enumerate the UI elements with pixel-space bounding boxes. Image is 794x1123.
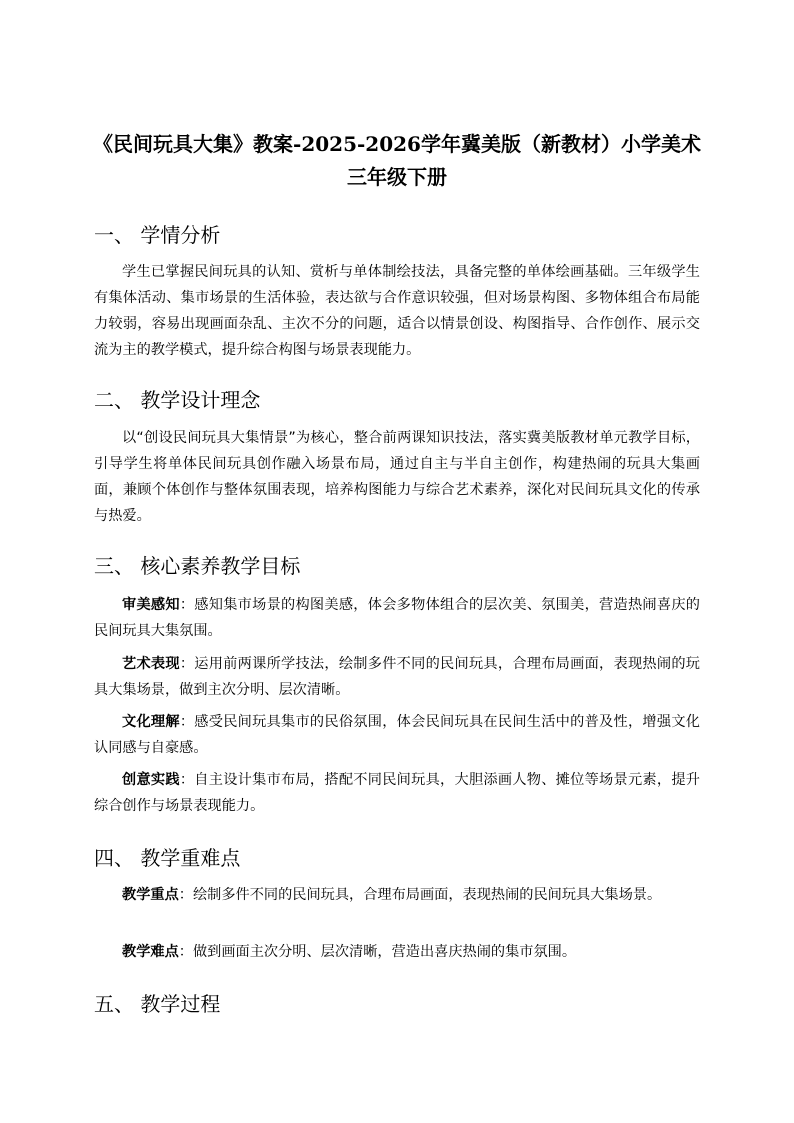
section-heading-design-concept: 二、 教学设计理念	[94, 388, 261, 412]
objective-text: ：感受民间玩具集市的民俗氛围，体会民间玩具在民间生活中的普及性，增强文化认同感与自豪感。	[94, 714, 700, 756]
objective-paragraph	[94, 651, 700, 703]
difficulty-text: ：做到画面主次分明、层次清晰，营造出喜庆热闹的集市氛围。	[178, 944, 577, 960]
key-point-label: 教学重点	[122, 887, 179, 903]
objective-label: 艺术表现	[122, 656, 180, 672]
objective-label: 审美感知	[122, 597, 180, 613]
key-point-paragraph	[94, 882, 700, 908]
difficulty-paragraph	[94, 939, 700, 965]
difficulty-label: 教学难点	[122, 944, 179, 960]
section-heading-key-points: 四、 教学重难点	[94, 846, 241, 870]
objective-text: ：感知集市场景的构图美感，体会多物体组合的层次美、氛围美，营造热闹喜庆的民间玩具大集氛围。	[94, 597, 700, 639]
objective-text: ：运用前两课所学技法，绘制多件不同的民间玩具，合理布局画面，表现热闹的玩具大集场景，做到主次分明、层次清晰。	[94, 656, 700, 698]
key-point-text: ：绘制多件不同的民间玩具，合理布局画面，表现热闹的民间玩具大集场景。	[178, 887, 662, 903]
objective-paragraph	[94, 709, 700, 761]
objective-label: 文化理解	[122, 714, 180, 730]
paragraph-design-concept: 以“创设民间玩具大集情景”为核心，整合前两课知识技法，落实冀美版教材单元教学目标，引导学生将单体民间玩具创作融入场景布局，通过自主与半自主创作，构建热闹的玩具大集画面，兼顾个体创作与整体氛围表现，培养构图能力与综合艺术素养，深化对民间玩具文化的传承与热爱。	[94, 430, 700, 524]
objective-paragraph	[94, 592, 700, 644]
paragraph-learning-analysis: 学生已掌握民间玩具的认知、赏析与单体制绘技法，具备完整的单体绘画基础。三年级学生有集体活动、集市场景的生活体验，表达欲与合作意识较强，但对场景构图、多物体组合布局能力较弱，容易出现画面杂乱、主次不分的问题，适合以情景创设、构图指导、合作创作、展示交流为主的教学模式，提升综合构图与场景表现能力。	[94, 264, 700, 358]
document-title: 《民间玩具大集》教案-2025-2026学年冀美版（新教材）小学美术三年级下册	[93, 132, 701, 189]
section-heading-teaching-objectives: 三、 核心素养教学目标	[94, 554, 301, 578]
objective-paragraph	[94, 767, 700, 819]
objective-label: 创意实践	[122, 772, 180, 788]
objective-text: ：自主设计集市布局，搭配不同民间玩具，大胆添画人物、摊位等场景元素，提升综合创作与场景表现能力。	[94, 772, 700, 814]
section-heading-learning-analysis: 一、 学情分析	[94, 223, 221, 247]
section-heading-teaching-process: 五、 教学过程	[94, 992, 221, 1016]
